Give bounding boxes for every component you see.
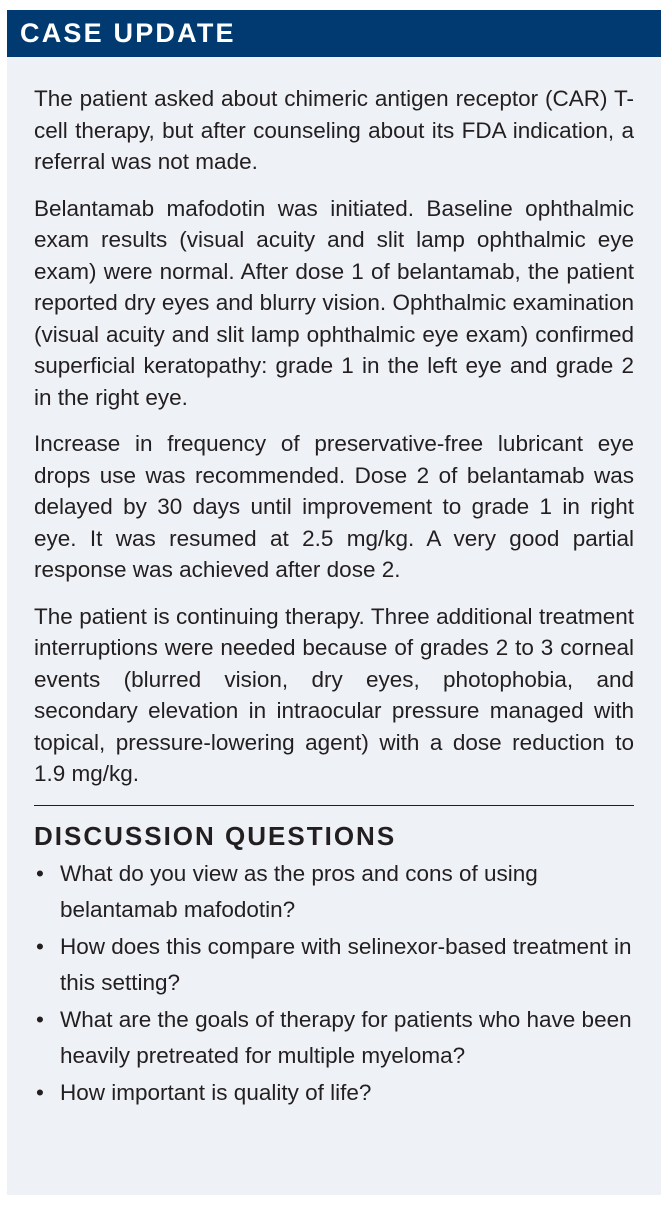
paragraph-continuing-therapy: The patient is continuing therapy. Three additional treatment interruptions were needed because of grades 2 to 3 corneal events (blurred vision, dry eyes, photophobia, and secondary elevation in intraocular pressure managed with topical, pressure-lowering agent) with a dose reduction to 1.9 mg/kg. [34, 603, 634, 786]
list-item [34, 856, 634, 929]
case-update-body [34, 83, 634, 1111]
section-divider [34, 805, 634, 806]
question-text: What do you view as the pros and cons of using belantamab mafodotin? [60, 860, 538, 922]
bullet-icon: • [36, 1006, 44, 1032]
question-text: What are the goals of therapy for patients who have been heavily pretreated for multiple myeloma? [60, 1006, 632, 1068]
paragraph-dose-adjustment: Increase in frequency of preservative-free lubricant eye drops use was recommended. Dose 2 of belantamab was delayed by 30 days until improvement to grade 1 in right eye. It was resumed at 2.5 mg/kg. A very good partial response was achieved after dose 2. [34, 431, 634, 582]
list-item [34, 1075, 634, 1112]
discussion-questions-title: DISCUSSION QUESTIONS [34, 820, 397, 851]
bullet-icon: • [36, 933, 44, 959]
bullet-icon: • [36, 1079, 44, 1105]
question-text: How does this compare with selinexor-based treatment in this setting? [60, 933, 632, 995]
list-item [34, 1002, 634, 1075]
question-text: How important is quality of life? [60, 1079, 372, 1105]
bullet-icon: • [36, 860, 44, 886]
case-update-header [7, 10, 661, 57]
paragraph-car-t: The patient asked about chimeric antigen receptor (CAR) T-cell therapy, but after counseling about its FDA indication, a referral was not made. [34, 86, 634, 174]
case-update-title: CASE UPDATE [20, 18, 236, 48]
list-item [34, 929, 634, 1002]
case-update-card [7, 10, 661, 1195]
discussion-questions-list [34, 856, 634, 1112]
paragraph-belantamab-initiation: Belantamab mafodotin was initiated. Baseline ophthalmic exam results (visual acuity and slit lamp ophthalmic eye exam) were normal. After dose 1 of belantamab, the patient reported dry eyes and blurry vision. Ophthalmic examination (visual acuity and slit lamp ophthalmic eye exam) confirmed superficial keratopathy: grade 1 in the left eye and grade 2 in the right eye. [34, 195, 634, 410]
